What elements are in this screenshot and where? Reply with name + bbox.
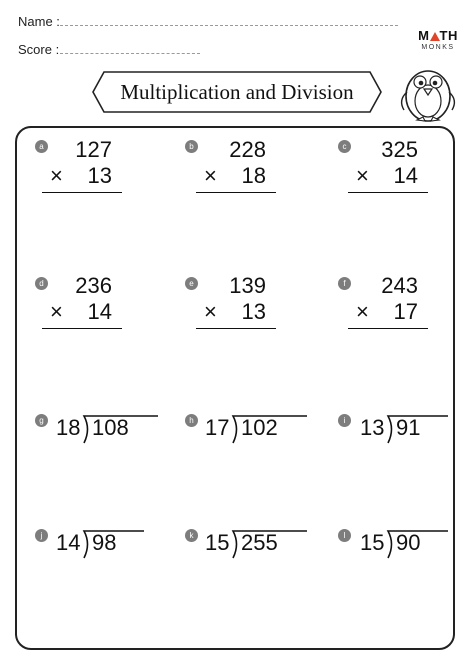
problem-f-top: 243 (381, 273, 418, 298)
page-title: Multiplication and Division (120, 80, 354, 104)
score-label: Score : (18, 42, 60, 57)
worksheet-frame (15, 126, 455, 650)
problem-g-divisor: 18 (56, 415, 81, 440)
problem-badge-l: l (338, 529, 351, 542)
answer-line (196, 192, 276, 193)
problem-a-bottom: 13 (87, 163, 112, 188)
problem-badge-c: c (338, 140, 351, 153)
problem-i-divisor: 13 (360, 415, 385, 440)
problem-badge-a: a (35, 140, 48, 153)
problem-b-top: 228 (229, 137, 266, 162)
problem-c-bottom: 14 (393, 163, 418, 188)
name-line[interactable] (60, 25, 398, 26)
problem-k-divisor: 15 (205, 530, 230, 555)
problem-badge-i: i (338, 414, 351, 427)
answer-line (42, 192, 122, 193)
problem-j-dividend: 98 (92, 530, 117, 555)
problem-l-divisor: 15 (360, 530, 385, 555)
multiply-icon: × (356, 163, 369, 188)
problem-badge-k: k (185, 529, 198, 542)
problem-badge-g: g (35, 414, 48, 427)
problem-b-bottom: 18 (241, 163, 266, 188)
multiply-icon: × (50, 299, 63, 324)
problem-k-dividend: 255 (241, 530, 278, 555)
problem-badge-e: e (185, 277, 198, 290)
problem-d-bottom: 14 (87, 299, 112, 324)
logo-m: M (418, 28, 430, 43)
problem-badge-d: d (35, 277, 48, 290)
math-monks-logo (418, 28, 458, 51)
score-field[interactable] (18, 42, 59, 57)
multiply-icon: × (50, 163, 63, 188)
problem-f-bottom: 17 (393, 299, 418, 324)
title-banner (92, 71, 382, 113)
problem-i-dividend: 91 (396, 415, 421, 440)
problem-g-dividend: 108 (92, 415, 129, 440)
problem-e-top: 139 (229, 273, 266, 298)
problem-j-divisor: 14 (56, 530, 81, 555)
multiply-icon: × (204, 299, 217, 324)
logo-triangle-icon (430, 32, 440, 41)
multiply-icon: × (204, 163, 217, 188)
penguin-icon (395, 60, 461, 124)
problem-c-top: 325 (381, 137, 418, 162)
multiply-icon: × (356, 299, 369, 324)
answer-line (196, 328, 276, 329)
answer-line (348, 328, 428, 329)
name-label: Name : (18, 14, 60, 29)
problem-h-divisor: 17 (205, 415, 230, 440)
problem-h-dividend: 102 (241, 415, 278, 440)
problem-a-top: 127 (75, 137, 112, 162)
answer-line (348, 192, 428, 193)
logo-monks: MONKS (421, 44, 455, 51)
problem-badge-b: b (185, 140, 198, 153)
problem-badge-f: f (338, 277, 351, 290)
problem-l-dividend: 90 (396, 530, 421, 555)
problem-e-bottom: 13 (241, 299, 266, 324)
problem-badge-h: h (185, 414, 198, 427)
answer-line (42, 328, 122, 329)
logo-th: TH (439, 28, 458, 43)
name-field[interactable] (18, 14, 60, 29)
score-line[interactable] (60, 53, 200, 54)
problem-d-top: 236 (75, 273, 112, 298)
problem-badge-j: j (35, 529, 48, 542)
